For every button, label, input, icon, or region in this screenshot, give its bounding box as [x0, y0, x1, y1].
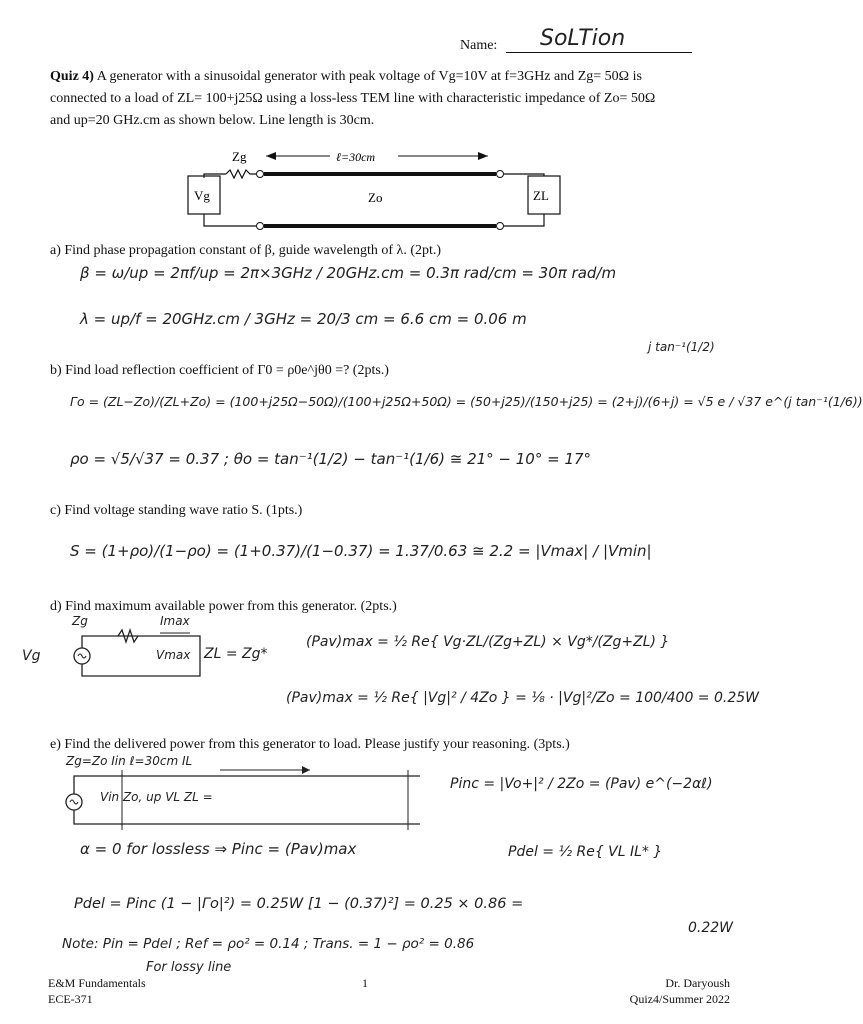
- d-circuit-vmax: Vmax: [156, 648, 191, 662]
- answer-e-pdel: Pdel = ½ Re{ VL IL* }: [508, 844, 663, 860]
- answer-e-note2: For lossy line: [146, 960, 232, 975]
- answer-d-line1: (Pav)max = ½ Re{ Vg·ZL/(Zg+ZL) × Vg*/(Zg+ZL) }: [306, 634, 670, 650]
- answer-e-result: 0.22W: [688, 920, 734, 936]
- name-value: SoLTion: [540, 26, 626, 51]
- statement-line-3: and up=20 GHz.cm as shown below. Line length is 30cm.: [50, 113, 375, 128]
- author-name: Dr. Daryoush: [665, 976, 730, 990]
- quiz-statement: [50, 66, 740, 88]
- answer-e-note: Note: Pin = Pdel ; Ref = ρo² = 0.14 ; Trans. = 1 − ρo² = 0.86: [62, 936, 475, 952]
- course-code: ECE-371: [48, 992, 93, 1006]
- answer-b-line2: ρo = √5/√37 = 0.37 ; θo = tan⁻¹(1/2) − tan⁻¹(1/6) ≅ 21° − 10° = 17°: [70, 450, 592, 468]
- quiz-term: Quiz4/Summer 2022: [629, 992, 730, 1006]
- answer-e-pinc: Pinc = |Vo+|² / 2Zo = (Pav) e^(−2αℓ): [450, 776, 713, 792]
- d-circuit-vg: Vg: [22, 648, 41, 664]
- name-underline: [506, 52, 692, 53]
- statement-line-2: connected to a load of ZL= 100+j25Ω using a loss-less TEM line with characteristic impedance of Zo= 50Ω: [50, 91, 656, 106]
- answer-e-line2: α = 0 for lossless ⇒ Pinc = (Pav)max: [80, 840, 357, 858]
- e-circuit-mid: Vin Zo, up VL ZL =: [100, 790, 213, 804]
- e-circuit-top: Zg=Zo Iin ℓ=30cm IL: [66, 754, 193, 768]
- d-circuit-eq: ZL = Zg*: [204, 646, 268, 662]
- d-circuit-zg: Zg: [72, 614, 88, 628]
- answer-b-top: j tan⁻¹(1/2): [648, 340, 715, 354]
- zg-label: Zg: [232, 149, 247, 164]
- d-circuit-imax: Imax: [160, 614, 190, 628]
- question-c: c) Find voltage standing wave ratio S. (1pts.): [50, 503, 303, 518]
- quiz-title: Quiz 4): [50, 69, 94, 84]
- question-b: b) Find load reflection coefficient of Γ0 = ρ0e^jθ0 =? (2pts.): [50, 363, 389, 378]
- length-label: ℓ=30cm: [336, 150, 376, 164]
- answer-b-line1: Γo = (ZL−Zo)/(ZL+Zo) = (100+j25Ω−50Ω)/(100+j25Ω+50Ω) = (50+j25)/(150+j25) = (2+j)/(6+j) = √5 e / √37 e^(j tan⁻¹(1/6)): [70, 394, 863, 409]
- vg-label: Vg: [194, 188, 210, 203]
- statement-line-1: A generator with a sinusoidal generator with peak voltage of Vg=10V at f=3GHz and Zg= 50Ω is: [96, 69, 642, 84]
- question-e: e) Find the delivered power from this generator to load. Please justify your reasoning. (3pts.): [50, 737, 570, 752]
- answer-d-line2: (Pav)max = ½ Re{ |Vg|² / 4Zo } = ⅛ · |Vg|²/Zo = 100/400 = 0.25W: [286, 690, 759, 706]
- zl-label: ZL: [533, 188, 549, 203]
- transmission-line-diagram: [180, 144, 580, 240]
- page-number: 1: [362, 976, 368, 990]
- answer-a-line2: λ = up/f = 20GHz.cm / 3GHz = 20/3 cm = 6.6 cm = 0.06 m: [80, 310, 527, 328]
- answer-a-line1: β = ω/up = 2πf/up = 2π×3GHz / 20GHz.cm = 0.3π rad/cm = 30π rad/m: [80, 264, 617, 282]
- question-a: a) Find phase propagation constant of β, guide wavelength of λ. (2pt.): [50, 243, 442, 258]
- zo-label: Zo: [368, 190, 383, 205]
- answer-c-line1: S = (1+ρo)/(1−ρo) = (1+0.37)/(1−0.37) = 1.37/0.63 ≅ 2.2 = |Vmax| / |Vmin|: [70, 542, 652, 560]
- question-d: d) Find maximum available power from this generator. (2pts.): [50, 599, 397, 614]
- name-label: Name:: [460, 38, 498, 53]
- course-name: E&M Fundamentals: [48, 976, 146, 990]
- answer-e-line3: Pdel = Pinc (1 − |Γo|²) = 0.25W [1 − (0.37)²] = 0.25 × 0.86 =: [74, 896, 524, 912]
